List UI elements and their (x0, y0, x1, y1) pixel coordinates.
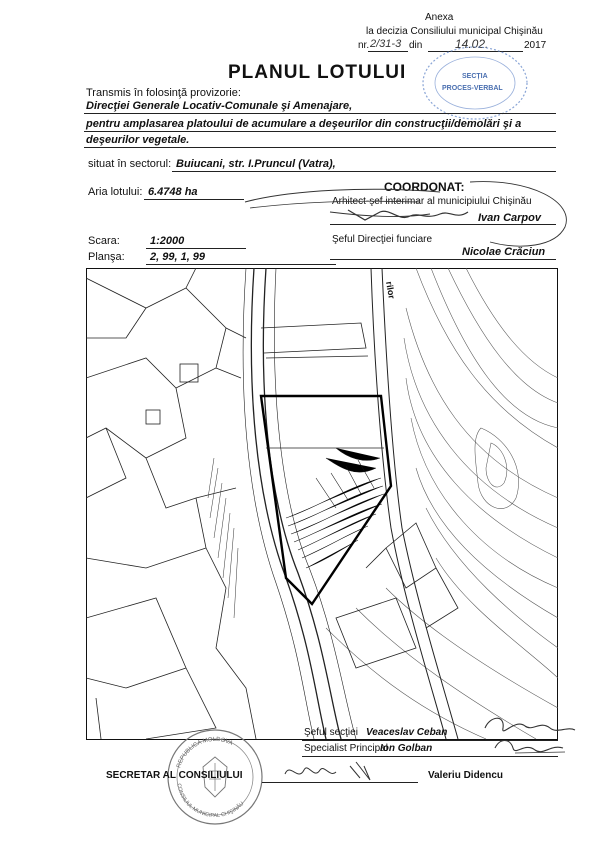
sheet-label: Planşa: (88, 251, 125, 263)
transfer-label: Transmis în folosinţă provizorie: (86, 87, 241, 99)
section-head-name: Veaceslav Ceban (366, 727, 448, 738)
page-title: PLANUL LOTULUI (228, 62, 407, 83)
purpose-line-2: deşeurilor vegetale. (86, 134, 190, 146)
annex-decision: la decizia Consiliului municipal Chişinău (366, 26, 543, 37)
seal-top-text: REPUBLICA MOLDOVA (176, 736, 234, 769)
scale-label: Scara: (88, 235, 120, 247)
cadastral-map (86, 268, 558, 740)
footer-signatures (455, 708, 585, 768)
sheet-value: 2, 99, 1, 99 (150, 251, 206, 263)
coord-label: COORDONAT: (384, 180, 465, 194)
architect-name: Ivan Carpov (478, 212, 541, 224)
seal-bottom-text: CONSILIUL MUNICIPAL CHIŞINĂU (175, 783, 246, 820)
specialist-role: Specialist Principal (304, 743, 388, 754)
secretary-label: SECRETAR AL CONSILIULUI (106, 770, 243, 781)
area-label: Aria lotului: (88, 186, 143, 198)
secretary-name: Valeriu Didencu (428, 770, 504, 781)
architect-role: Arhitect-şef interimar al municipiului Chişinău (332, 196, 532, 207)
annex-number-label: nr. (358, 40, 370, 51)
secretary-signature (280, 756, 390, 788)
annex-year: 2017 (524, 40, 547, 51)
annex-number-value: 2/31-3 (370, 38, 402, 50)
purpose-line-1: pentru amplasarea platoului de acumulare a deşeurilor din construcţii/demolări şi a (86, 118, 522, 130)
section-head-role: Şeful secţiei (304, 727, 358, 738)
stamp-line-2: PROCES-VERBAL (442, 85, 503, 92)
area-value: 6.4748 ha (148, 186, 198, 198)
annex-date-label: din (409, 40, 423, 51)
specialist-name: Ion Golban (380, 743, 433, 754)
section-stamp (420, 44, 530, 122)
sector-value: Buiucani, str. I.Pruncul (Vatra), (176, 158, 336, 170)
scale-value: 1:2000 (150, 235, 185, 247)
land-head-role: Şeful Direcţiei funciare (332, 234, 433, 245)
land-head-name: Nicolae Crăciun (462, 246, 546, 258)
sector-label: situat în sectorul: (88, 158, 172, 170)
transfer-value: Direcţiei Generale Locativ-Comunale şi Amenajare, (86, 100, 353, 112)
annex-label: Anexa (425, 12, 454, 23)
annex-date-value: 14.02. (455, 37, 489, 51)
map-street-label: rilor (384, 280, 397, 300)
stamp-line-1: SECȚIA (462, 73, 488, 80)
